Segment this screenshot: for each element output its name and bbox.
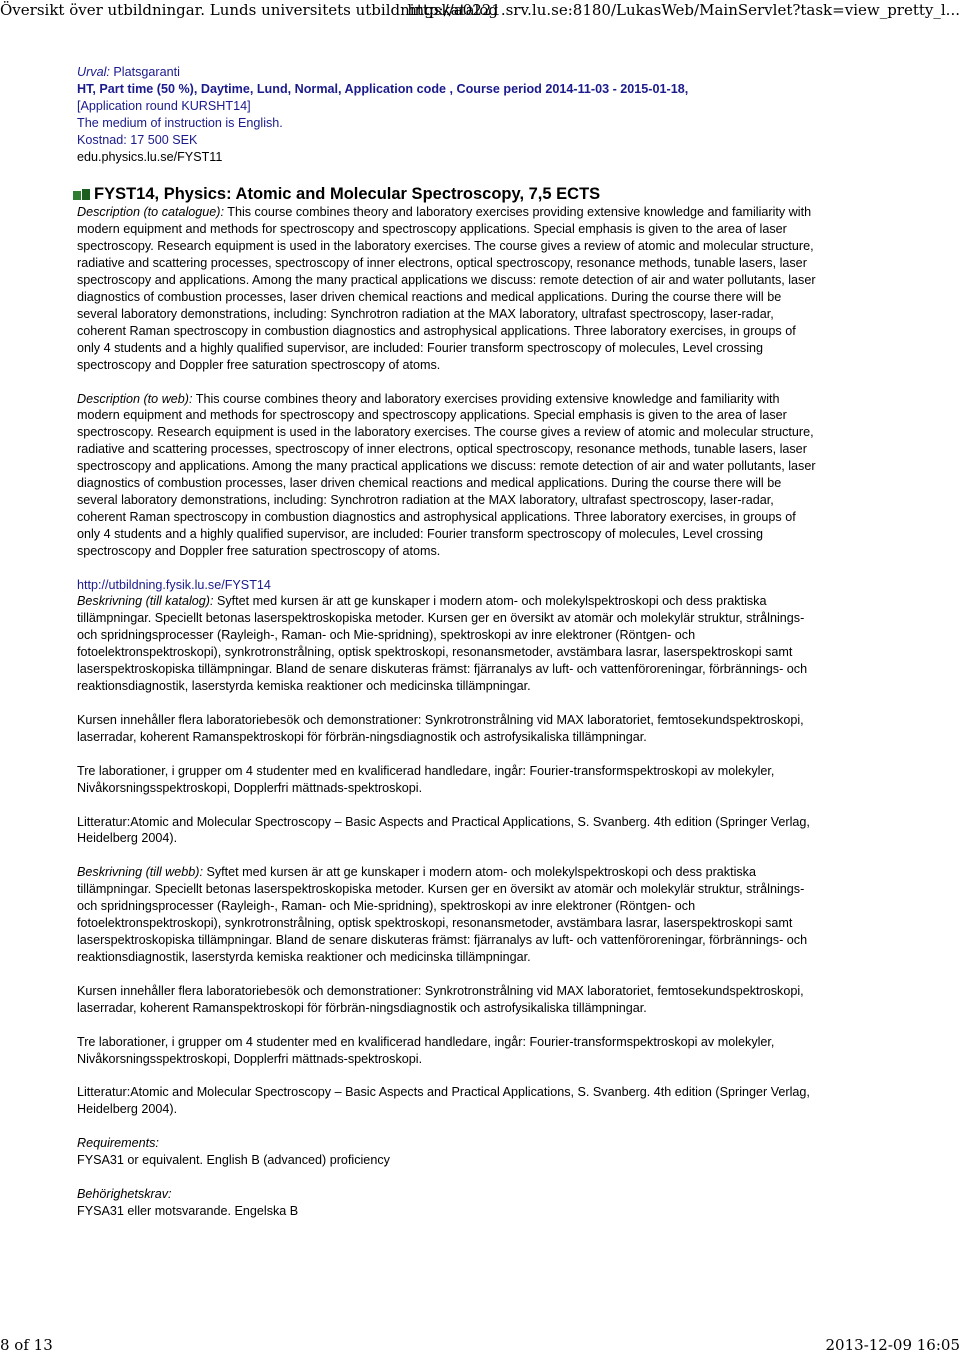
requirements-label: Requirements: bbox=[77, 1136, 159, 1151]
course-cost: Kostnad: 17 500 SEK bbox=[77, 132, 198, 147]
print-footer bbox=[0, 1334, 960, 1356]
course-title: FYST14, Physics: Atomic and Molecular Spectroscopy, 7,5 ECTS bbox=[94, 185, 601, 204]
description-catalogue bbox=[77, 204, 819, 373]
print-timestamp: 2013-12-09 16:05 bbox=[825, 1336, 960, 1354]
description-web-text: This course combines theory and laboratory exercises providing extensive knowledge and familiarity with modern equipment and methods for spectroscopy and spectroscopy applications. Special emphasis is given to the area of laser spectroscopy. Research equipment is used in the laboratory exercises. The course gives a review of atomic and molecular structure, radiative and scattering processes, spectroscopy of inner electrons, optical spectroscopy, resonance methods, tunable lasers, laser spectroscopy and applications. Among the many practical applications we discuss: remote detection of air and water pollutants, laser diagnostics of combustion processes, laser driven chemical reactions and medical applications. During the course there will be several laboratory demonstrations, including: Synchrotron radiation at the MAX laboratory, ultrafast spectroscopy, laser-radar, coherent Raman spectroscopy in combustion diagnostics and astrophysical applications. Three laboratory exercises, in groups of only 4 students and a highly qualified supervisor, are included: Fourier transform spectroscopy of molecules, Level crossing spectroscopy and Doppler free saturation spectroscopy of atoms. bbox=[77, 391, 816, 558]
webb-paragraph-laborations: Tre laborationer, i grupper om 4 studenter med en kvalificerad handledare, ingår: Fourier-transformspektroskopi av molekyler, Nivåkorsningsspektroskopi, Dopplerfri mättnads-spektroskopi. bbox=[77, 1034, 775, 1066]
description-catalogue-text: This course combines theory and laboratory exercises providing extensive knowledge and familiarity with modern equipment and methods for spectroscopy and spectroscopy applications. Special emphasis is given to the area of laser spectroscopy. Research equipment is used in the laboratory exercises. The course gives a review of atomic and molecular structure, radiative and scattering processes, spectroscopy of inner electrons, optical spectroscopy, resonance methods, tunable lasers, laser spectroscopy and applications. Among the many practical applications we discuss: remote detection of air and water pollutants, laser diagnostics of combustion processes, laser driven chemical reactions and medical applications. During the course there will be several laboratory demonstrations, including: Synchrotron radiation at the MAX laboratory, ultrafast spectroscopy, laser-radar, coherent Raman spectroscopy in combustion diagnostics and astrophysical applications. Three laboratory exercises, in groups of only 4 students and a highly qualified supervisor, are included: Fourier transform spectroscopy of molecules, Level crossing spectroscopy and Doppler free saturation spectroscopy of atoms. bbox=[77, 205, 816, 372]
course-web-link[interactable]: http://utbildning.fysik.lu.se/FYST14 bbox=[77, 577, 271, 592]
webb-paragraph-literature: Litteratur:Atomic and Molecular Spectroscopy – Basic Aspects and Practical Applications, S. Svanberg. 4th edition (Springer Verlag, Heidelberg 2004). bbox=[77, 1085, 810, 1117]
application-round: [Application round KURSHT14] bbox=[77, 98, 251, 113]
page-number: 8 of 13 bbox=[0, 1336, 53, 1354]
description-web-label: Description (to web): bbox=[77, 391, 193, 406]
instruction-language: The medium of instruction is English. bbox=[77, 115, 283, 130]
description-web bbox=[77, 391, 819, 560]
beskrivning-katalog-text: Syftet med kursen är att ge kunskaper i modern atom- och molekylspektroskopi och dess praktiska tillämpningar. Speciellt betonas laserspektroskopiska metoder. Kursen ger en översikt av atomär och molekylär struktur, strålnings- och spridningsprocesser (Rayleigh-, Raman- och Mie-spridning), spektroskopi av inre elektroner (Röntgen- och fotoelektronspektroskopi), synkrotronstrålning, optisk spektroskopi, resonansmetoder, avstämbara lasrar, laserspektroskopi samt laserspektroskopiska tillämpningar. Bland de senare diskuteras främst: fjärranalys av luft- och vattenföroreningar, förbrännings- och reaktionsdiagnostik, laserstyrda kemiska reaktioner och medicinska tillämpningar. bbox=[77, 594, 808, 693]
course-flag-icon bbox=[73, 189, 90, 200]
katalog-paragraph-literature: Litteratur:Atomic and Molecular Spectroscopy – Basic Aspects and Practical Applications, S. Svanberg. 4th edition (Springer Verlag, Heidelberg 2004). bbox=[77, 814, 810, 846]
urval-value: Platsgaranti bbox=[113, 65, 180, 79]
beskrivning-webb-text: Syftet med kursen är att ge kunskaper i modern atom- och molekylspektroskopi och dess praktiska tillämpningar. Speciellt betonas laserspektroskopiska metoder. Kursen ger en översikt av atomär och molekylär struktur, strålnings- och spridningsprocesser (Rayleigh-, Raman- och Mie-spridning), spektroskopi av inre elektroner (Röntgen- och fotoelektronspektroskopi), synkrotronstrålning, optisk spektroskopi, resonansmetoder, avstämbara lasrar, laserspektroskopi samt laserspektroskopiska tillämpningar. Bland de senare diskuteras främst: fjärranalys av luft- och vattenföroreningar, förbrännings- och reaktionsdiagnostik, laserstyrda kemiska reaktioner och medicinska tillämpningar. bbox=[77, 865, 808, 964]
webb-paragraph-labs-demos: Kursen innehåller flera laboratoriebesök och demonstrationer: Synkrotronstrålning vid MAX laboratoriet, femtosekundspektroskopi, laserradar, koherent Ramanspektroskopi för förbrän-ningsdiagnostik och astrofysikaliska tillämpningar. bbox=[77, 983, 804, 1015]
behorighet-value: FYSA31 eller motsvarande. Engelska B bbox=[77, 1203, 299, 1218]
beskrivning-webb-label: Beskrivning (till webb): bbox=[77, 865, 203, 880]
beskrivning-katalog bbox=[77, 593, 819, 694]
course-heading bbox=[73, 184, 819, 204]
page-url: http://a0221.srv.lu.se:8180/LukasWeb/MainServlet?task=view_pretty_l... bbox=[407, 1, 960, 19]
beskrivning-webb bbox=[77, 864, 819, 965]
prev-course-link[interactable]: edu.physics.lu.se/FYST11 bbox=[77, 149, 223, 164]
beskrivning-katalog-label: Beskrivning (till katalog): bbox=[77, 594, 214, 609]
katalog-paragraph-laborations: Tre laborationer, i grupper om 4 studenter med en kvalificerad handledare, ingår: Fourier-transformspektroskopi av molekyler, Nivåkorsningsspektroskopi, Dopplerfri mättnads-spektroskopi. bbox=[77, 763, 775, 795]
urval-line bbox=[77, 64, 819, 81]
print-header bbox=[0, 0, 960, 22]
description-catalogue-label: Description (to catalogue): bbox=[77, 205, 224, 220]
katalog-paragraph-labs-demos: Kursen innehåller flera laboratoriebesök och demonstrationer: Synkrotronstrålning vid MAX laboratoriet, femtosekundspektroskopi, laserradar, koherent Ramanspektroskopi för förbrän-ningsdiagnostik och astrofysikaliska tillämpningar. bbox=[77, 712, 804, 744]
offering-details: HT, Part time (50 %), Daytime, Lund, Normal, Application code , Course period 2014-11-03 - 2015-01-18, bbox=[77, 81, 689, 96]
course-content bbox=[77, 64, 819, 1220]
page-title: Översikt över utbildningar. Lunds universitets utbildningskatalog bbox=[0, 1, 498, 19]
behorighet-label: Behörighetskrav: bbox=[77, 1187, 172, 1202]
requirements-value: FYSA31 or equivalent. English B (advanced) proficiency bbox=[77, 1153, 390, 1168]
urval-label: Urval: bbox=[77, 65, 110, 79]
